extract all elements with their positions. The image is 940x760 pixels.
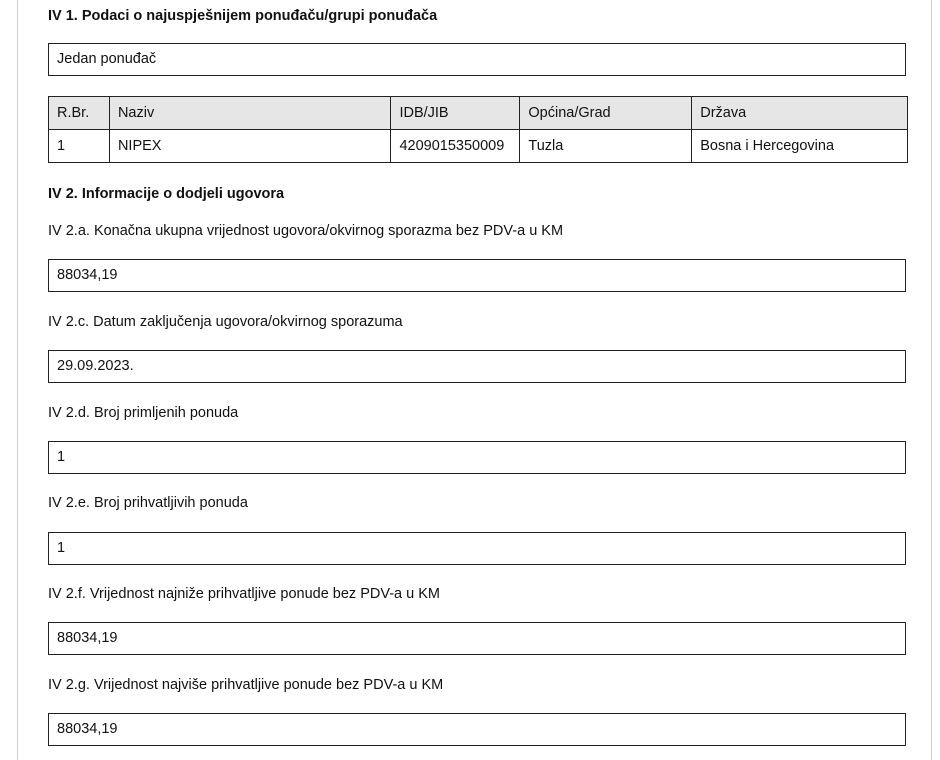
cell-naziv: NIPEX [109,130,391,163]
page-right-border [931,0,932,760]
field-value-highest-bid: 88034,19 [48,713,906,746]
column-header-opcina-grad: Općina/Grad [520,97,692,130]
field-value-contract-date: 29.09.2023. [48,350,906,383]
section-iv2-heading: IV 2. Informacije o dodjeli ugovora [48,186,285,202]
field-value-lowest-bid: 88034,19 [48,622,906,655]
field-label-contract-value: IV 2.a. Konačna ukupna vrijednost ugovora/okvirnog sporazma bez PDV-a u KM [48,223,564,239]
field-value-acceptable-bids: 1 [48,532,906,565]
field-value-received-bids: 1 [48,441,906,474]
field-label-contract-date: IV 2.c. Datum zaključenja ugovora/okvirnog sporazuma [48,314,403,330]
cell-rbr: 1 [49,130,110,163]
winning-bidder-table [48,96,908,163]
bidder-type-field: Jedan ponuđač [48,43,906,76]
field-label-highest-bid: IV 2.g. Vrijednost najviše prihvatljive ponude bez PDV-a u KM [48,677,444,693]
cell-drzava: Bosna i Hercegovina [692,130,908,163]
cell-idb-jib: 4209015350009 [391,130,520,163]
field-value-contract-value: 88034,19 [48,259,906,292]
field-label-received-bids: IV 2.d. Broj primljenih ponuda [48,405,239,421]
table-header-row [49,97,908,130]
table-row [49,130,908,163]
cell-opcina-grad: Tuzla [520,130,692,163]
field-label-acceptable-bids: IV 2.e. Broj prihvatljivih ponuda [48,495,248,511]
column-header-naziv: Naziv [109,97,391,130]
page-left-border [17,0,18,760]
column-header-rbr: R.Br. [49,97,110,130]
section-iv1-heading: IV 1. Podaci o najuspješnijem ponuđaču/grupi ponuđača [48,8,438,24]
column-header-idb-jib: IDB/JIB [391,97,520,130]
column-header-drzava: Država [692,97,908,130]
field-label-lowest-bid: IV 2.f. Vrijednost najniže prihvatljive ponude bez PDV-a u KM [48,586,440,602]
